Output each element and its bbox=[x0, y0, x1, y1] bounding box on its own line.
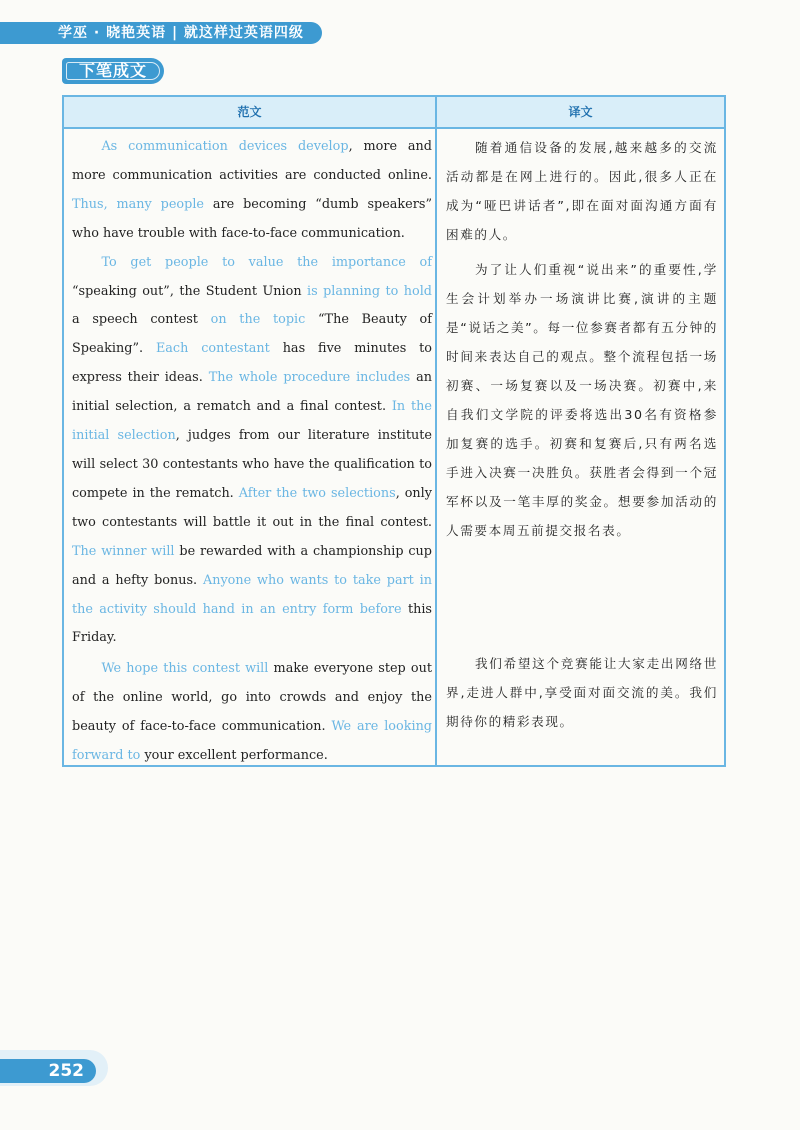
text-span: a speech contest bbox=[72, 312, 211, 328]
text-span: , judges from our literature institute will select 30 contestants who have the qualification to compete in the rematch. bbox=[72, 428, 433, 501]
text-span: has five minutes to express their ideas. bbox=[72, 341, 433, 386]
highlight-phrase: In the initial selection bbox=[72, 399, 432, 444]
chinese-translation-bottom bbox=[446, 649, 718, 736]
text-span: be rewarded with a championship cup and a hefty bonus. bbox=[72, 543, 432, 588]
english-paragraph-1 bbox=[72, 133, 432, 249]
column-header-translation: 译文 bbox=[568, 105, 593, 119]
highlight-phrase: After the two selections bbox=[238, 485, 396, 501]
highlight-phrase: Thus, many people bbox=[72, 196, 204, 212]
page-number: 252 bbox=[0, 1059, 96, 1083]
highlight-phrase: on the topic bbox=[210, 312, 306, 328]
english-paragraph-3 bbox=[72, 655, 432, 771]
text-span: , more and more communication activities are conducted online. bbox=[72, 139, 432, 183]
highlight-phrase: To get people to value the importance of bbox=[101, 254, 432, 270]
table-header-row bbox=[64, 97, 724, 129]
text-span: your excellent performance. bbox=[140, 748, 328, 764]
chinese-paragraph-3: 我们希望这个竞赛能让大家走出网络世界,走进人群中,享受面对面交流的美。我们期待你的精彩表现。 bbox=[446, 656, 718, 729]
english-paragraph-2 bbox=[72, 249, 432, 654]
highlight-phrase: We are looking forward to bbox=[72, 719, 432, 764]
text-span: make everyone step out of the online world, go into crowds and enjoy the beauty of face-to-face communication. bbox=[72, 661, 432, 735]
text-span: “speaking out”, the Student Union bbox=[72, 283, 307, 299]
highlight-phrase: The whole procedure includes bbox=[208, 370, 411, 386]
text-span: an initial selection, a rematch and a final contest. bbox=[72, 370, 432, 415]
column-divider bbox=[435, 97, 437, 765]
highlight-phrase: is planning to hold bbox=[307, 283, 432, 299]
text-span: , only two contestants will battle it out in the final contest. bbox=[72, 485, 432, 530]
highlight-phrase: Each contestant bbox=[155, 341, 270, 357]
column-header-model-essay: 范文 bbox=[237, 105, 262, 119]
highlight-phrase: The winner will bbox=[72, 543, 175, 559]
text-span: are becoming “dumb speakers” who have trouble with face-to-face communication. bbox=[72, 196, 432, 241]
chinese-paragraph-1: 随着通信设备的发展,越来越多的交流活动都是在网上进行的。因此,很多人正在成为“哑巴讲话者”,即在面对面沟通方面有困难的人。 bbox=[446, 140, 718, 242]
english-essay bbox=[72, 133, 432, 771]
highlight-phrase: We hope this contest will bbox=[101, 661, 269, 677]
section-title-text: 下笔成文 bbox=[78, 61, 147, 80]
highlight-phrase: As communication devices develop bbox=[101, 139, 349, 154]
chinese-paragraph-2: 为了让人们重视“说出来”的重要性,学生会计划举办一场演讲比赛,演讲的主题是“说话之美”。每一位参赛者都有五分钟的时间来表达自己的观点。整个流程包括一场初赛、一场复赛以及一场决赛。初赛中,来自我们文学院的评委将选出30名有资格参加复赛的选手。初赛和复赛后,只有两名选手进入决赛一决胜负。获胜者会得到一个冠军杯以及一笔丰厚的奖金。想要参加活动的人需要本周五前提交报名表。 bbox=[446, 262, 718, 538]
text-span: this Friday. bbox=[72, 601, 432, 646]
text-span: “The Beauty of Speaking”. bbox=[72, 312, 432, 357]
chinese-translation-top bbox=[446, 133, 718, 545]
highlight-phrase: Anyone who wants to take part in the activity should hand in an entry form before bbox=[72, 572, 432, 617]
section-title-tag bbox=[62, 58, 164, 84]
essay-table bbox=[62, 95, 726, 767]
book-header-banner: 学巫 · 晓艳英语 | 就这样过英语四级 bbox=[0, 22, 322, 44]
